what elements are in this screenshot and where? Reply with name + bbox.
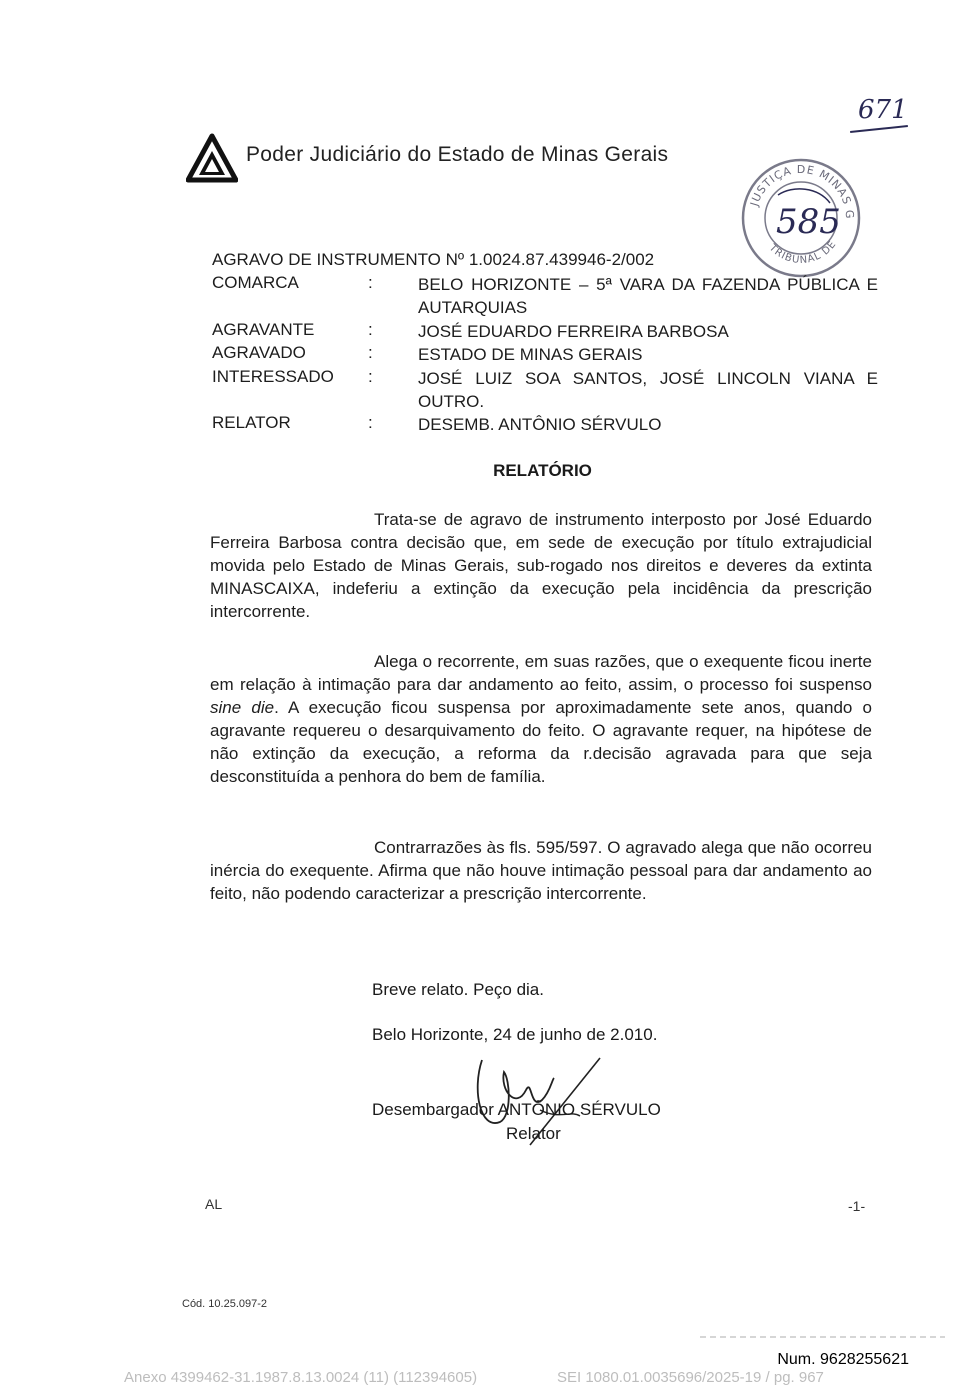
court-header-title: Poder Judiciário do Estado de Minas Gerais [246, 143, 669, 166]
annex-reference: Anexo 4399462-31.1987.8.13.0024 (11) (112394605) [124, 1369, 478, 1386]
field-label: INTERESSADO [212, 367, 334, 386]
report-paragraph-3 [210, 836, 872, 905]
page-number: -1- [848, 1198, 866, 1214]
field-label: RELATOR [212, 413, 291, 432]
field-colon: : [368, 343, 373, 362]
field-value: DESEMB. ANTÔNIO SÉRVULO [418, 415, 662, 434]
closing-brief: Breve relato. Peço dia. [372, 980, 544, 999]
field-colon: : [368, 320, 373, 339]
field-colon: : [368, 367, 373, 386]
court-seal-stamp [738, 155, 864, 281]
handwritten-page-number: 671 [858, 95, 908, 125]
field-value: JOSÉ LUIZ SOA SANTOS, JOSÉ LINCOLN VIANA E OUTRO. [418, 369, 878, 411]
case-reference: AGRAVO DE INSTRUMENTO Nº 1.0024.87.439946-2/002 [212, 250, 655, 269]
scan-artifact-line [700, 1326, 945, 1328]
field-label: COMARCA [212, 273, 299, 292]
form-code: Cód. 10.25.097-2 [182, 1298, 268, 1310]
paragraph-text-part-1: Alega o recorrente, em suas razões, que o exequente ficou inerte em relação à intimação para dar andamento ao feito, assim, o processo foi suspenso [210, 652, 872, 694]
page-number-underline [850, 125, 908, 133]
svg-text:585: 585 [776, 202, 841, 242]
signer-role: Relator [506, 1124, 561, 1143]
sei-reference: SEI 1080.01.0035696/2025-19 / pg. 967 [557, 1369, 824, 1386]
field-colon: : [368, 413, 373, 432]
paragraph-text: Contrarrazões às fls. 595/597. O agravado alega que não ocorreu inércia do exequente. Afirma que não houve intimação pessoal para dar andamento ao feito, não podendo caracterizar a prescrição intercorrente. [210, 838, 872, 903]
field-value: BELO HORIZONTE – 5ª VARA DA FAZENDA PÚBLICA E AUTARQUIAS [418, 275, 878, 317]
document-number: Num. 9628255621 [777, 1351, 909, 1368]
field-label: AGRAVANTE [212, 320, 315, 339]
svg-text:TRIBUNAL DE: TRIBUNAL DE [766, 238, 839, 267]
paragraph-text-part-2: . A execução ficou suspensa por aproximadamente sete anos, quando o agravante requereu o desarquivamento do feito. O agravante requer, na hipótese de não extinção da execução, a reforma da r.decisão agravada para que seja desconstituída a penhora do bem de família. [210, 698, 872, 786]
signer-name: Desembargador ANTÔNIO SÉRVULO [372, 1100, 661, 1119]
field-label: AGRAVADO [212, 343, 306, 362]
report-title: RELATÓRIO [493, 461, 592, 480]
field-value: JOSÉ EDUARDO FERREIRA BARBOSA [418, 322, 729, 341]
report-paragraph-2 [210, 650, 872, 788]
typist-initials: AL [205, 1196, 223, 1212]
svg-text:JUSTIÇA DE MINAS GERAIS: JUSTIÇA DE MINAS G [747, 162, 857, 220]
closing-date: Belo Horizonte, 24 de junho de 2.010. [372, 1025, 658, 1044]
paragraph-text: Trata-se de agravo de instrumento interposto por José Eduardo Ferreira Barbosa contra decisão que, em sede de execução por título extrajudicial movida pelo Estado de Minas Gerais, sub-rogado nos direitos e deveres da extinta MINASCAIXA, indeferiu a extinção da execução pela incidência da prescrição intercorrente. [210, 510, 872, 621]
field-value: ESTADO DE MINAS GERAIS [418, 345, 643, 364]
report-paragraph-1 [210, 508, 872, 623]
field-colon: : [368, 273, 373, 292]
paragraph-italic-term: sine die [210, 698, 275, 717]
court-logo-icon [186, 133, 238, 185]
